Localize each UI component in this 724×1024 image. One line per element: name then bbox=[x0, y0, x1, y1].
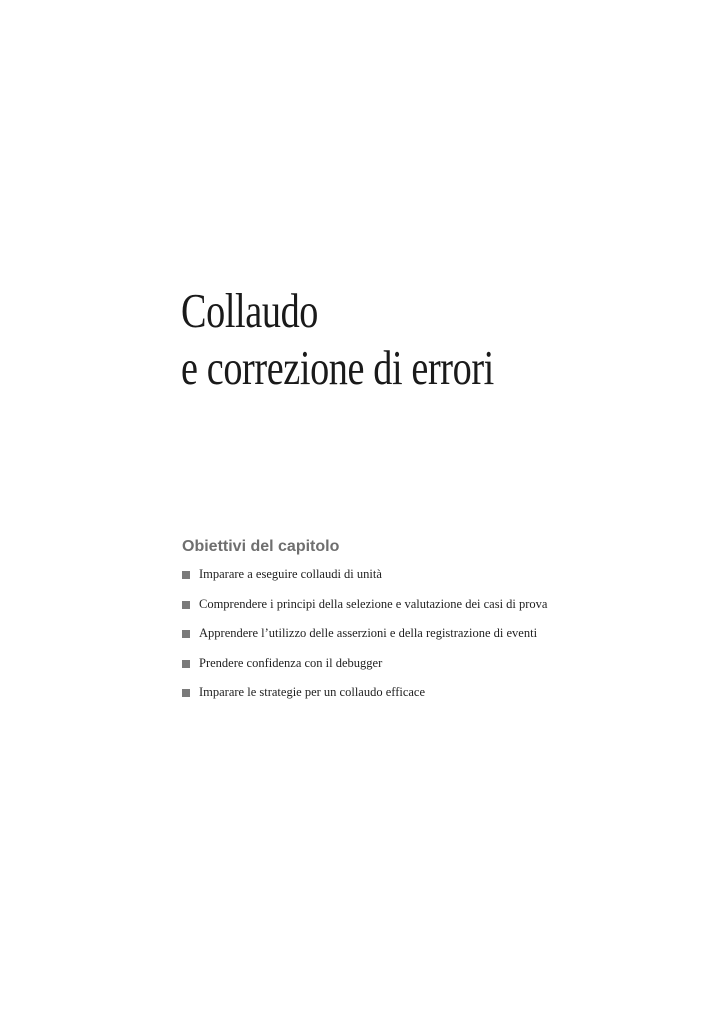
objective-item bbox=[182, 566, 682, 596]
objective-item bbox=[182, 625, 682, 655]
square-bullet-icon bbox=[182, 601, 190, 609]
objective-item bbox=[182, 684, 682, 714]
chapter-title bbox=[181, 282, 494, 396]
square-bullet-icon bbox=[182, 689, 190, 697]
square-bullet-icon bbox=[182, 630, 190, 638]
square-bullet-icon bbox=[182, 660, 190, 668]
objective-text: Imparare a eseguire collaudi di unità bbox=[199, 567, 382, 581]
objective-item bbox=[182, 655, 682, 685]
objective-item bbox=[182, 596, 682, 626]
chapter-objectives bbox=[182, 536, 682, 714]
chapter-title-line-1: Collaudo bbox=[181, 283, 319, 338]
objective-text: Comprendere i principi della selezione e valutazione dei casi di prova bbox=[199, 596, 548, 611]
objective-text: Prendere confidenza con il debugger bbox=[199, 655, 383, 670]
objective-text: Apprendere l’utilizzo delle asserzioni e della registrazione di eventi bbox=[199, 626, 538, 640]
objectives-heading: Obiettivi del capitolo bbox=[182, 538, 340, 555]
chapter-title-line-2: e correzione di errori bbox=[181, 340, 494, 395]
square-bullet-icon bbox=[182, 571, 190, 579]
objective-text: Imparare le strategie per un collaudo efficace bbox=[199, 685, 426, 699]
objectives-list bbox=[182, 566, 682, 714]
